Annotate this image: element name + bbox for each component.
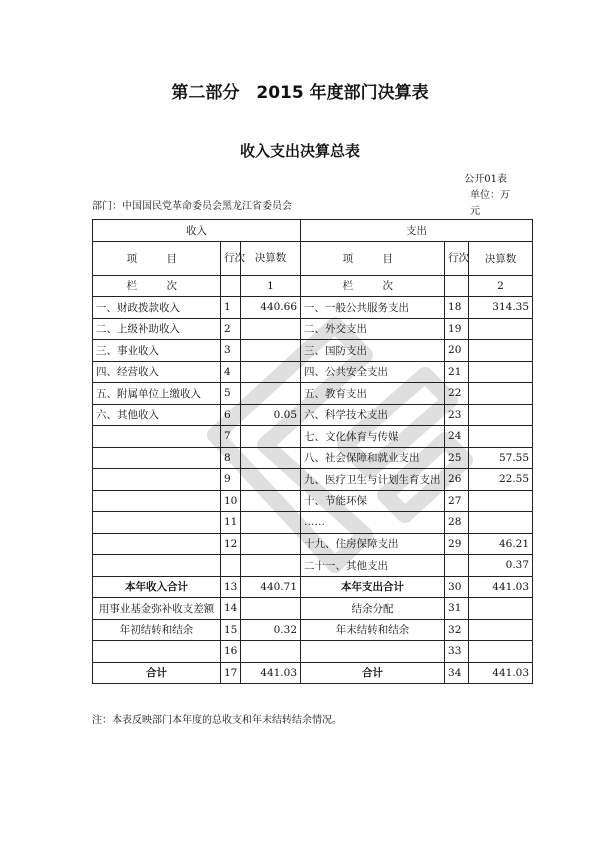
expense-item-cell: 三、国防支出: [301, 340, 445, 362]
income-amount-cell: 0.05: [241, 404, 301, 426]
expense-row-no-cell: 21: [445, 361, 469, 383]
income-amount-cell: [241, 361, 301, 383]
expense-item-cell: 八、社会保障和就业支出: [301, 447, 445, 469]
income-amount-cell: [241, 533, 301, 555]
income-item-cell: 二、上级补助收入: [93, 318, 221, 340]
expense-amount-cell: [469, 361, 533, 383]
income-row-no-header: 行次: [221, 241, 241, 275]
income-row-no-cell: 8: [221, 447, 241, 469]
expense-row-no-cell: 32: [445, 619, 469, 641]
expense-item-header: 项 目: [301, 241, 445, 275]
expense-item-cell: 一、一般公共服务支出: [301, 297, 445, 319]
income-item-cell: 三、事业收入: [93, 340, 221, 362]
income-item-cell: [93, 447, 221, 469]
income-item-cell: 一、财政拨款收入: [93, 297, 221, 319]
expense-row-no-cell: 28: [445, 512, 469, 534]
empty-cell: [221, 275, 241, 297]
income-row-no-cell: 10: [221, 490, 241, 512]
income-amount-cell: 440.71: [241, 576, 301, 598]
income-expense-table: [92, 219, 533, 684]
table-row: [93, 318, 533, 340]
table-row: [93, 340, 533, 362]
expense-row-no-header: 行次: [445, 241, 469, 275]
income-item-cell: [93, 512, 221, 534]
income-row-no-cell: 14: [221, 598, 241, 620]
expense-amount-cell: 0.37: [469, 555, 533, 577]
expense-item-cell: 年末结转和结余: [301, 619, 445, 641]
form-number: 公开01表: [464, 174, 507, 185]
income-row-no-cell: 6: [221, 404, 241, 426]
expense-item-cell: 二十一、其他支出: [301, 555, 445, 577]
expense-amount-cell: [469, 404, 533, 426]
expense-amount-cell: 57.55: [469, 447, 533, 469]
expense-row-no-cell: 24: [445, 426, 469, 448]
income-amount-cell: [241, 641, 301, 663]
expense-amount-cell: [469, 619, 533, 641]
expense-amount-cell: 22.55: [469, 469, 533, 491]
table-row: [93, 555, 533, 577]
income-row-no-cell: 4: [221, 361, 241, 383]
expense-row-no-cell: 19: [445, 318, 469, 340]
expense-item-cell: 结余分配: [301, 598, 445, 620]
table-row: [93, 383, 533, 405]
total-row: [93, 641, 533, 663]
income-amount-header: 决算数: [241, 241, 301, 275]
income-amount-cell: [241, 340, 301, 362]
income-item-cell: [93, 641, 221, 663]
income-row-no-cell: 13: [221, 576, 241, 598]
expense-column-label: 栏 次: [301, 275, 445, 297]
unit-label: 单位：万元: [470, 190, 510, 217]
income-row-no-cell: 17: [221, 662, 241, 684]
table-row: [93, 404, 533, 426]
expense-item-cell: 十、节能环保: [301, 490, 445, 512]
expense-amount-cell: [469, 340, 533, 362]
total-row: [93, 662, 533, 684]
table-row: [93, 447, 533, 469]
income-row-no-cell: 12: [221, 533, 241, 555]
income-amount-cell: 0.32: [241, 619, 301, 641]
income-amount-cell: [241, 598, 301, 620]
income-item-cell: [93, 426, 221, 448]
table-row: [93, 361, 533, 383]
expense-amount-cell: [469, 512, 533, 534]
income-row-no-cell: 15: [221, 619, 241, 641]
expense-item-cell: 本年支出合计: [301, 576, 445, 598]
expense-item-cell: 七、文化体育与传媒: [301, 426, 445, 448]
expense-item-cell: 二、外交支出: [301, 318, 445, 340]
expense-amount-cell: [469, 641, 533, 663]
table-row: [93, 469, 533, 491]
table-row: [93, 426, 533, 448]
table-row: [93, 490, 533, 512]
col2-index: 2: [469, 275, 533, 297]
income-amount-cell: [241, 447, 301, 469]
total-row: [93, 576, 533, 598]
expense-row-no-cell: 20: [445, 340, 469, 362]
expense-amount-cell: [469, 426, 533, 448]
income-amount-cell: 440.66: [241, 297, 301, 319]
income-row-no-cell: 9: [221, 469, 241, 491]
expense-item-cell: [301, 641, 445, 663]
income-item-cell: [93, 555, 221, 577]
section-header-row: [93, 220, 533, 242]
expense-item-cell: ……: [301, 512, 445, 534]
department-label: 部门：中国国民党革命委员会黑龙江省委员会: [92, 201, 292, 212]
income-item-cell: [93, 533, 221, 555]
column-header-row: [93, 241, 533, 275]
expense-amount-header: 决算数: [469, 241, 533, 275]
income-amount-cell: 441.03: [241, 662, 301, 684]
expense-amount-cell: [469, 383, 533, 405]
income-row-no-cell: [221, 555, 241, 577]
part-title: 第二部分 2015 年度部门决算表: [171, 83, 429, 103]
income-item-cell: [93, 490, 221, 512]
income-item-cell: 年初结转和结余: [93, 619, 221, 641]
expense-amount-cell: [469, 318, 533, 340]
income-amount-cell: [241, 318, 301, 340]
income-amount-cell: [241, 469, 301, 491]
income-amount-cell: [241, 512, 301, 534]
expense-amount-cell: [469, 490, 533, 512]
income-row-no-cell: 3: [221, 340, 241, 362]
expense-row-no-cell: 33: [445, 641, 469, 663]
expense-item-cell: 九、医疗卫生与计划生育支出: [301, 469, 445, 491]
income-column-label: 栏 次: [93, 275, 221, 297]
empty-cell: [445, 275, 469, 297]
income-item-header: 项 目: [93, 241, 221, 275]
income-row-no-cell: 5: [221, 383, 241, 405]
income-item-cell: 五、附属单位上缴收入: [93, 383, 221, 405]
expense-row-no-cell: 27: [445, 490, 469, 512]
footnote: 注：本表反映部门本年度的总收支和年末结转结余情况。: [92, 715, 342, 726]
expense-row-no-cell: 26: [445, 469, 469, 491]
income-item-cell: 本年收入合计: [93, 576, 221, 598]
expense-header: 支出: [301, 220, 533, 242]
expense-row-no-cell: 34: [445, 662, 469, 684]
income-amount-cell: [241, 490, 301, 512]
income-row-no-cell: 2: [221, 318, 241, 340]
income-amount-cell: [241, 426, 301, 448]
expense-item-cell: 五、教育支出: [301, 383, 445, 405]
table-title: 收入支出决算总表: [239, 142, 360, 160]
income-row-no-cell: 7: [221, 426, 241, 448]
table-row: [93, 297, 533, 319]
expense-row-no-cell: [445, 555, 469, 577]
income-amount-cell: [241, 555, 301, 577]
income-row-no-cell: 11: [221, 512, 241, 534]
expense-amount-cell: 441.03: [469, 662, 533, 684]
income-amount-cell: [241, 383, 301, 405]
column-index-row: [93, 275, 533, 297]
total-row: [93, 619, 533, 641]
expense-row-no-cell: 30: [445, 576, 469, 598]
expense-row-no-cell: 25: [445, 447, 469, 469]
expense-row-no-cell: 22: [445, 383, 469, 405]
income-item-cell: 用事业基金弥补收支差额: [93, 598, 221, 620]
total-row: [93, 598, 533, 620]
expense-row-no-cell: 31: [445, 598, 469, 620]
income-row-no-cell: 16: [221, 641, 241, 663]
expense-row-no-cell: 23: [445, 404, 469, 426]
income-item-cell: 四、经营收入: [93, 361, 221, 383]
expense-row-no-cell: 18: [445, 297, 469, 319]
income-item-cell: [93, 469, 221, 491]
income-header: 收入: [93, 220, 301, 242]
expense-amount-cell: 314.35: [469, 297, 533, 319]
expense-item-cell: 四、公共安全支出: [301, 361, 445, 383]
table-row: [93, 533, 533, 555]
income-item-cell: 六、其他收入: [93, 404, 221, 426]
expense-amount-cell: 441.03: [469, 576, 533, 598]
expense-amount-cell: 46.21: [469, 533, 533, 555]
table-row: [93, 512, 533, 534]
income-item-cell: 合计: [93, 662, 221, 684]
expense-item-cell: 六、科学技术支出: [301, 404, 445, 426]
expense-item-cell: 十九、住房保障支出: [301, 533, 445, 555]
expense-row-no-cell: 29: [445, 533, 469, 555]
expense-item-cell: 合计: [301, 662, 445, 684]
income-row-no-cell: 1: [221, 297, 241, 319]
expense-amount-cell: [469, 598, 533, 620]
col1-index: 1: [241, 275, 301, 297]
